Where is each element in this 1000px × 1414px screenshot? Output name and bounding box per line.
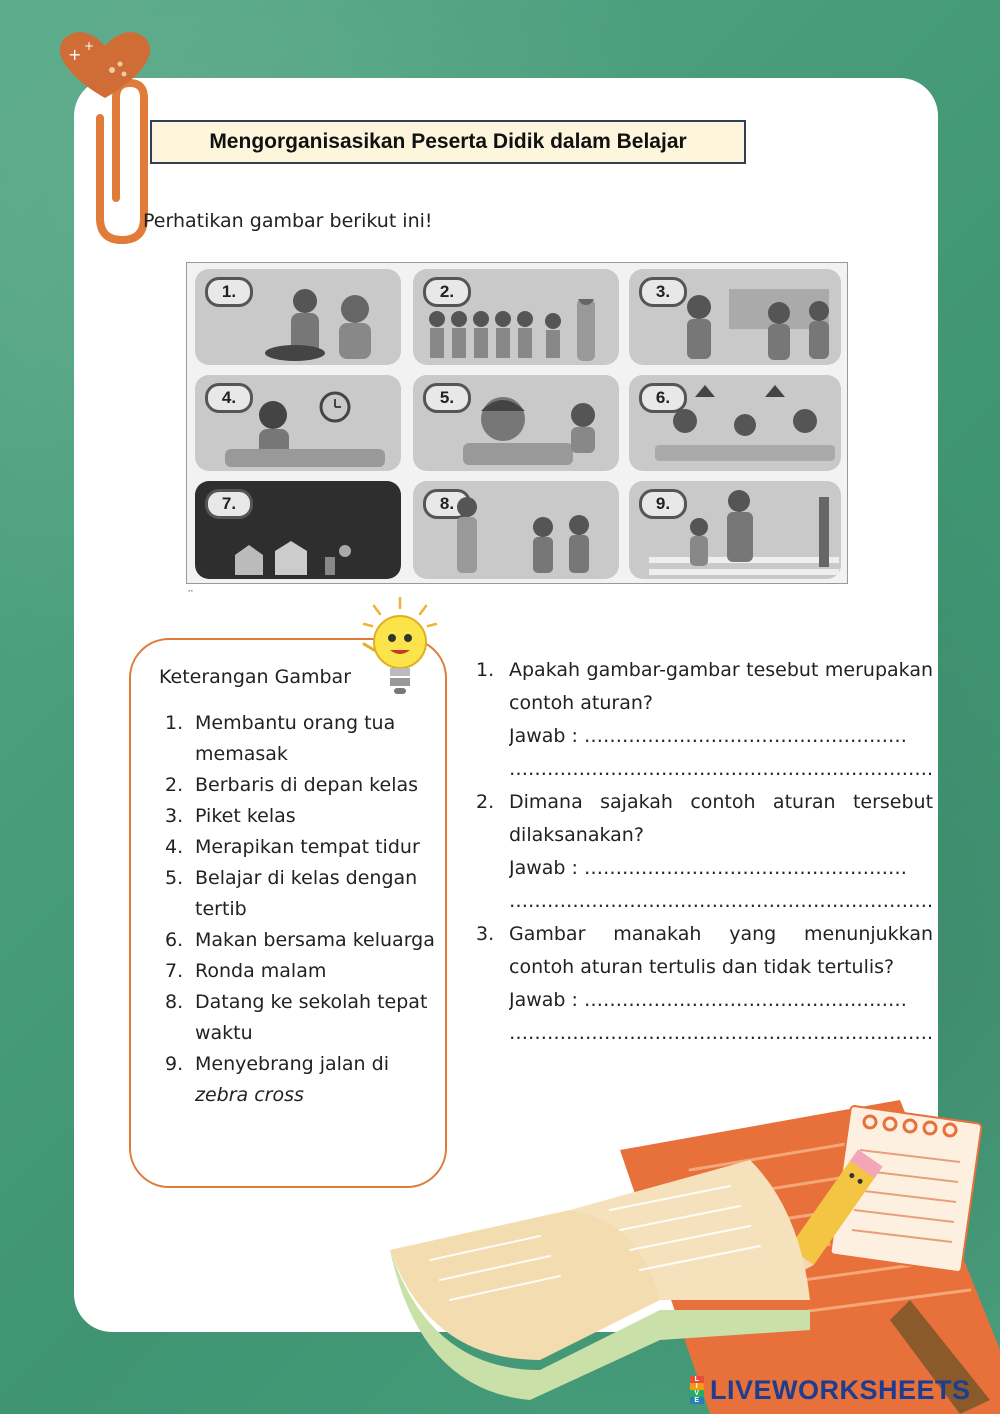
page-title: Mengorganisasikan Peserta Didik dalam Belajar [150,120,746,164]
question-text: Dimana sajakah contoh aturan tersebut dilaksanakan? [509,791,934,846]
picture-panel-1 [195,269,401,365]
picture-number: 7. [205,489,253,519]
question-item [476,654,934,786]
picture-panel-2 [413,269,619,365]
picture-panel-3 [629,269,841,365]
svg-text:+: + [68,45,82,64]
answer-label[interactable]: Jawab : …………………………………………… [509,725,907,747]
legend-title: Keterangan Gambar [159,666,352,688]
legend-item: 9. Menyebrang jalan di zebra cross [165,1053,389,1106]
answer-line[interactable]: …………………………………………………………. [509,1022,934,1044]
legend-item: 5. Belajar di kelas dengan tertib [165,867,418,920]
legend-item: 8. Datang ke sekolah tepat waktu [165,991,428,1044]
watermark-brand: LIVEWORKSHEETS [710,1374,971,1405]
legend-list [165,708,435,1111]
picture-number: 4. [205,383,253,413]
light-bulb-icon [360,596,440,700]
books-notebook-decoration [390,1100,1000,1414]
scan-caption: ▪▪ [188,588,193,595]
picture-number: 8. [423,489,471,519]
picture-number: 6. [639,383,687,413]
question-text: Gambar manakah yang menunjukkan contoh aturan tertulis dan tidak tertulis? [509,923,934,978]
rules-illustration-grid [186,262,848,584]
answer-line[interactable]: …………………………………………………………. [509,758,934,780]
picture-number: 1. [205,277,253,307]
legend-item: 2. Berbaris di depan kelas [165,774,419,796]
picture-number: 2. [423,277,471,307]
question-list [476,654,934,1050]
picture-panel-4 [195,375,401,471]
picture-panel-8 [413,481,619,579]
question-item [476,786,934,918]
picture-panel-5 [413,375,619,471]
liveworksheets-logo-icon: L I V E [690,1376,704,1404]
answer-label[interactable]: Jawab : …………………………………………… [509,857,907,879]
picture-panel-6 [629,375,841,471]
legend-item: 7. Ronda malam [165,960,327,982]
question-number: 3. [476,923,495,945]
legend-item: 4. Merapikan tempat tidur [165,836,420,858]
legend-item: 1. Membantu orang tua memasak [165,712,396,765]
legend-item: 3. Piket kelas [165,805,296,827]
answer-line[interactable]: …………………………………………………………. [509,890,934,912]
answer-label[interactable]: Jawab : …………………………………………… [509,989,907,1011]
legend-item: 6. Makan bersama keluarga [165,929,435,951]
picture-number: 5. [423,383,471,413]
instruction-text: Perhatikan gambar berikut ini! [143,210,433,232]
picture-panel-9 [629,481,841,579]
question-text: Apakah gambar-gambar tesebut merupakan contoh aturan? [509,659,934,714]
question-number: 2. [476,791,495,813]
question-number: 1. [476,659,495,681]
svg-text:+: + [84,39,95,53]
liveworksheets-watermark [690,1374,971,1406]
picture-number: 3. [639,277,687,307]
picture-panel-7 [195,481,401,579]
question-item [476,918,934,1050]
picture-number: 9. [639,489,687,519]
